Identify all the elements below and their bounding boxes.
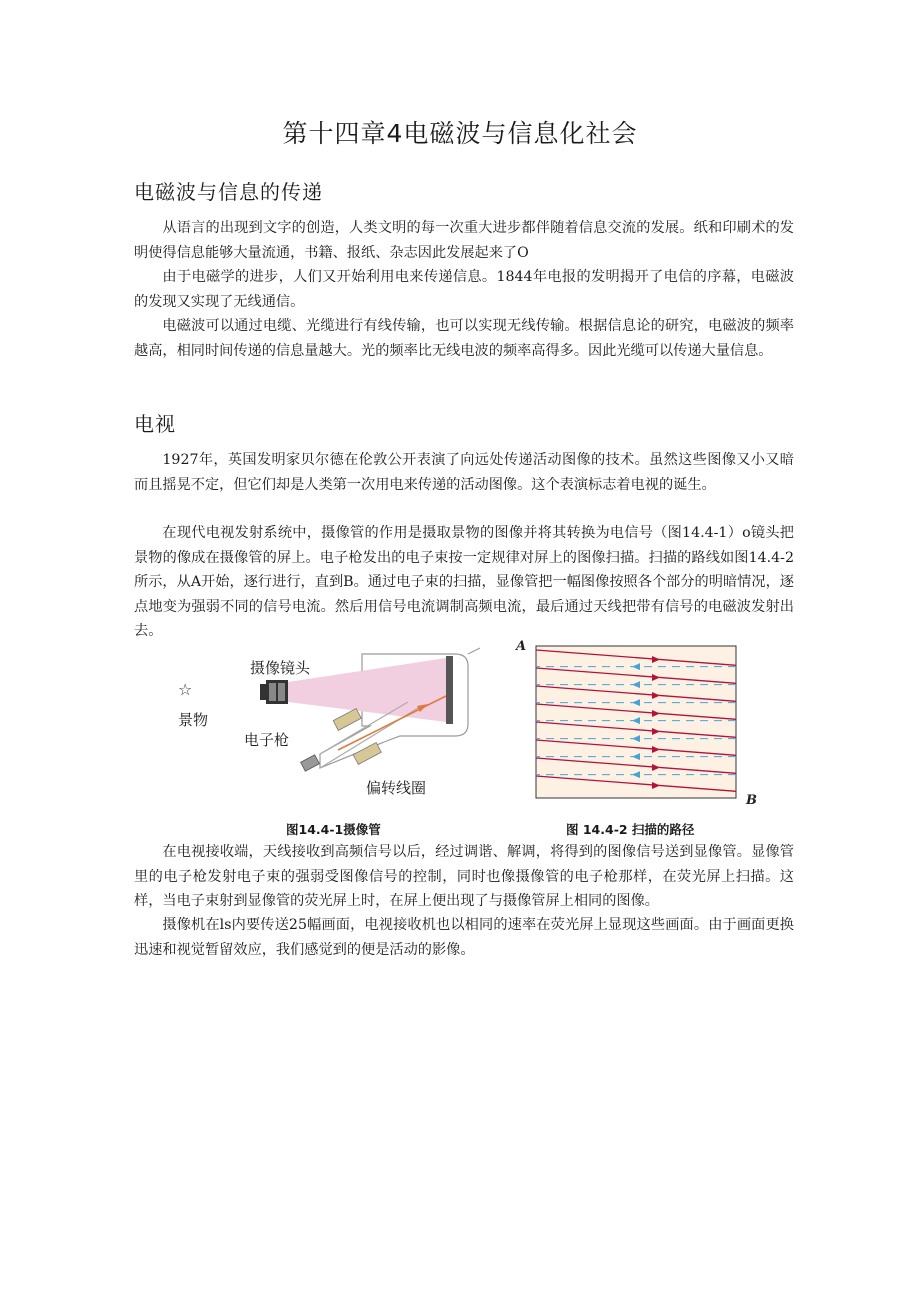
scan-path-figure [510, 636, 770, 816]
paragraph: 在现代电视发射系统中，摄像管的作用是摄取景物的图像并将其转换为电信号（图14.4-1）o镜头把景物的像成在摄像管的屏上。电子枪发出的电子束按一定规律对屏上的图像扫描。扫描的路线如图14.4-2所示，从A开始，逐行进行，直到B。通过电子束的扫描，显像管把一幅图像按照各个部分的明暗情况，逐点地变为强弱不同的信号电流。然后用信号电流调制高频电流，最后通过天线把带有信号的电磁波发射出去。 [134, 525, 794, 639]
figure-caption-2: 图 14.4-2 扫描的路径 [566, 822, 695, 837]
paragraph: 1927年，英国发明家贝尔德在伦敦公开表演了向远处传递活动图像的技术。虽然这些图像又小又暗而且摇晃不定，但它们却是人类第一次用电来传递的活动图像。这个表演标志着电视的诞生。 [134, 452, 794, 493]
electron-gun [301, 755, 320, 771]
paragraph: 从语言的出现到文字的创造，人类文明的每一次重大进步都伴随着信息交流的发展。纸和印刷术的发明使得信息能够大量流通，书籍、报纸、杂志因此发展起来了O [134, 220, 794, 261]
label-start-a: A [516, 639, 527, 654]
target-screen [446, 656, 453, 724]
light-cone [288, 658, 446, 722]
section-heading-tv: 电视 [134, 412, 176, 436]
star-outline-icon: ☆ [178, 680, 193, 699]
camera-tube-figure [170, 646, 500, 826]
paragraph: 摄像机在ls内要传送25幅画面，电视接收机也以相同的速率在荧光屏上显现这些画面。由于画面更换迅速和视觉暂留效应，我们感觉到的便是活动的影像。 [134, 917, 794, 958]
deflection-coil [333, 708, 361, 730]
figure-caption-1: 图14.4-1摄像管 [286, 822, 381, 837]
paragraph: 由于电磁学的进步，人们又开始利用电来传递信息。1844年电报的发明揭开了电信的序幕，电磁波的发现又实现了无线通信。 [134, 269, 794, 310]
label-electron-gun: 电子枪 [244, 731, 290, 749]
paragraph: 在电视接收端，天线接收到高频信号以后，经过调谐、解调，将得到的图像信号送到显像管。显像管里的电子枪发射电子束的强弱受图像信号的控制，同时也像摄像管的电子枪那样，在荧光屏上扫描。这样，当电子束射到显像管的荧光屏上时，在屏上便出现了与摄像管屏上相同的图像。 [134, 844, 794, 909]
section-heading-em-waves: 电磁波与信息的传递 [134, 180, 323, 204]
label-scene: 景物 [178, 711, 209, 729]
antenna-line [468, 648, 480, 654]
label-deflection-coil: 偏转线圈 [366, 779, 427, 797]
label-end-b: B [746, 793, 757, 808]
page-title: 第十四章4电磁波与信息化社会 [282, 119, 638, 148]
paragraph: 电磁波可以通过电缆、光缆进行有线传输，也可以实现无线传输。根据信息论的研究，电磁波的频率越高，相同时间传递的信息量越大。光的频率比无线电波的频率高得多。因此光缆可以传递大量信息。 [134, 318, 794, 359]
label-lens: 摄像镜头 [250, 659, 311, 677]
lens-icon [260, 680, 288, 704]
